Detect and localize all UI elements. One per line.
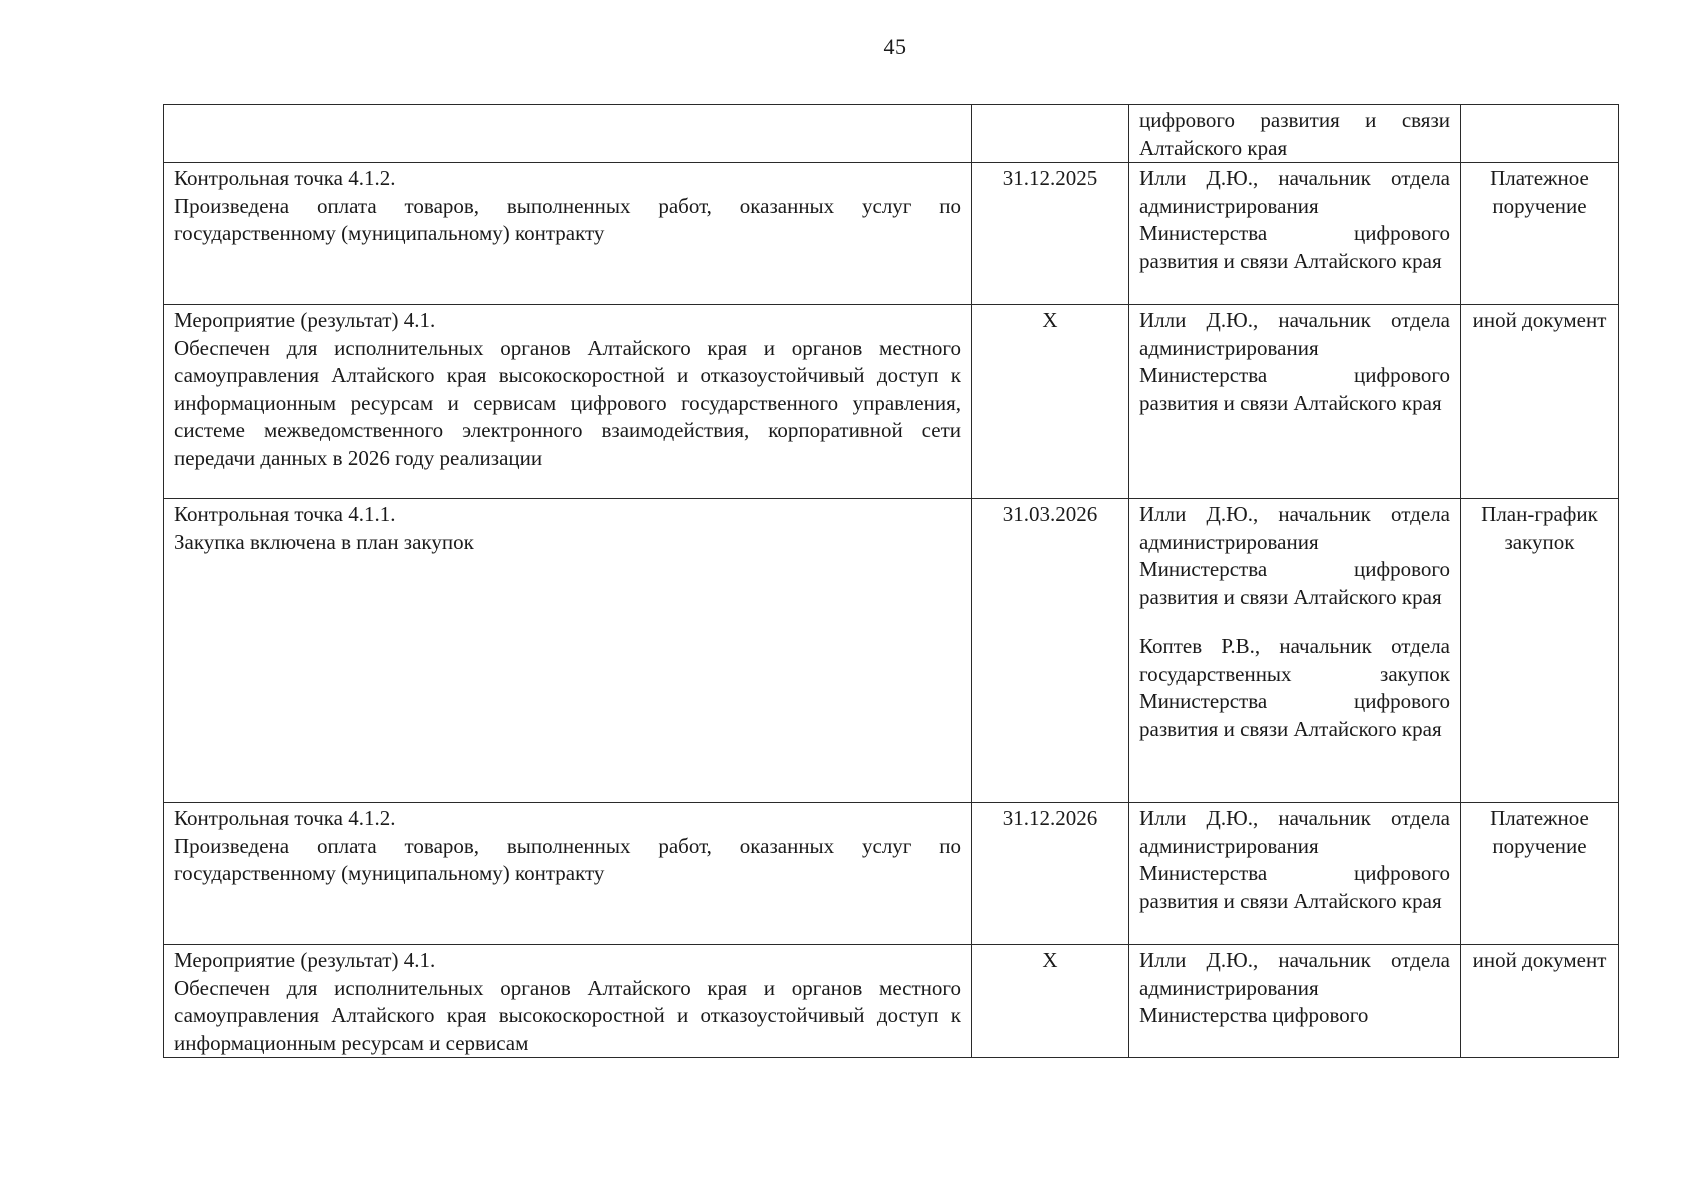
table-row (164, 305, 1619, 499)
responsible-cell (1129, 803, 1461, 945)
responsible-text: Илли Д.Ю., начальник отдела администрирования Министерства цифрового развития и связи Алтайского края (1139, 308, 1450, 415)
table-row (164, 945, 1619, 1058)
date-cell: 31.03.2026 (972, 499, 1129, 803)
document-cell: Платежное поручение (1461, 803, 1619, 945)
responsible-text: Илли Д.Ю., начальник отдела администрирования Министерства цифрового развития и связи Алтайского края (1139, 806, 1450, 913)
responsible-text: Илли Д.Ю., начальник отдела администрирования Министерства цифрового развития и связи Алтайского края (1139, 166, 1450, 273)
responsible-text: цифрового развития и связи Алтайского края (1139, 108, 1450, 160)
description-cell (164, 105, 972, 163)
description-cell (164, 499, 972, 803)
item-title: Контрольная точка 4.1.1. (174, 502, 396, 526)
item-title: Мероприятие (результат) 4.1. (174, 308, 436, 332)
responsible-cell (1129, 163, 1461, 305)
item-text: Обеспечен для исполнительных органов Алтайского края и органов местного самоуправления Алтайского края высокоскоростной и отказоустойчивый доступ к информационным ресурсам и сервисам цифрового государственного управления, системе межведомственного электронного взаимодействия, корпоративной сети передачи данных в 2026 году реализации (174, 335, 961, 470)
item-title: Контрольная точка 4.1.2. (174, 166, 396, 190)
item-title: Мероприятие (результат) 4.1. (174, 948, 436, 972)
document-cell (1461, 105, 1619, 163)
item-text: Произведена оплата товаров, выполненных работ, оказанных услуг по государственному (муниципальному) контракту (174, 193, 961, 245)
description-cell (164, 163, 972, 305)
date-cell (972, 105, 1129, 163)
responsible-cell (1129, 305, 1461, 499)
document-cell: Платежное поручение (1461, 163, 1619, 305)
responsible-text: Илли Д.Ю., начальник отдела администрирования Министерства цифрового развития и связи Алтайского края (1139, 502, 1450, 609)
date-cell: Х (972, 305, 1129, 499)
document-cell: иной документ (1461, 305, 1619, 499)
table-row (164, 803, 1619, 945)
date-cell: 31.12.2026 (972, 803, 1129, 945)
responsible-cell (1129, 945, 1461, 1058)
item-text: Произведена оплата товаров, выполненных работ, оказанных услуг по государственному (муниципальному) контракту (174, 833, 961, 885)
responsible-text: Коптев Р.В., начальник отдела государственных закупок Министерства цифрового развития и связи Алтайского края (1139, 634, 1450, 741)
table-row (164, 163, 1619, 305)
description-cell (164, 945, 972, 1058)
responsible-cell (1129, 105, 1461, 163)
date-cell: Х (972, 945, 1129, 1058)
plan-table (163, 104, 1619, 1058)
table-row (164, 105, 1619, 163)
responsible-text: Илли Д.Ю., начальник отдела администрирования Министерства цифрового (1139, 948, 1450, 1027)
responsible-cell (1129, 499, 1461, 803)
description-cell (164, 803, 972, 945)
document-cell: иной документ (1461, 945, 1619, 1058)
date-cell: 31.12.2025 (972, 163, 1129, 305)
table-row (164, 499, 1619, 803)
description-cell (164, 305, 972, 499)
item-text: Закупка включена в план закупок (174, 529, 474, 554)
item-text: Обеспечен для исполнительных органов Алтайского края и органов местного самоуправления Алтайского края высокоскоростной и отказоустойчивый доступ к информационным ресурсам и сервисам (174, 975, 961, 1055)
document-cell: План-график закупок (1461, 499, 1619, 803)
item-title: Контрольная точка 4.1.2. (174, 806, 396, 830)
page-number: 45 (883, 34, 907, 59)
